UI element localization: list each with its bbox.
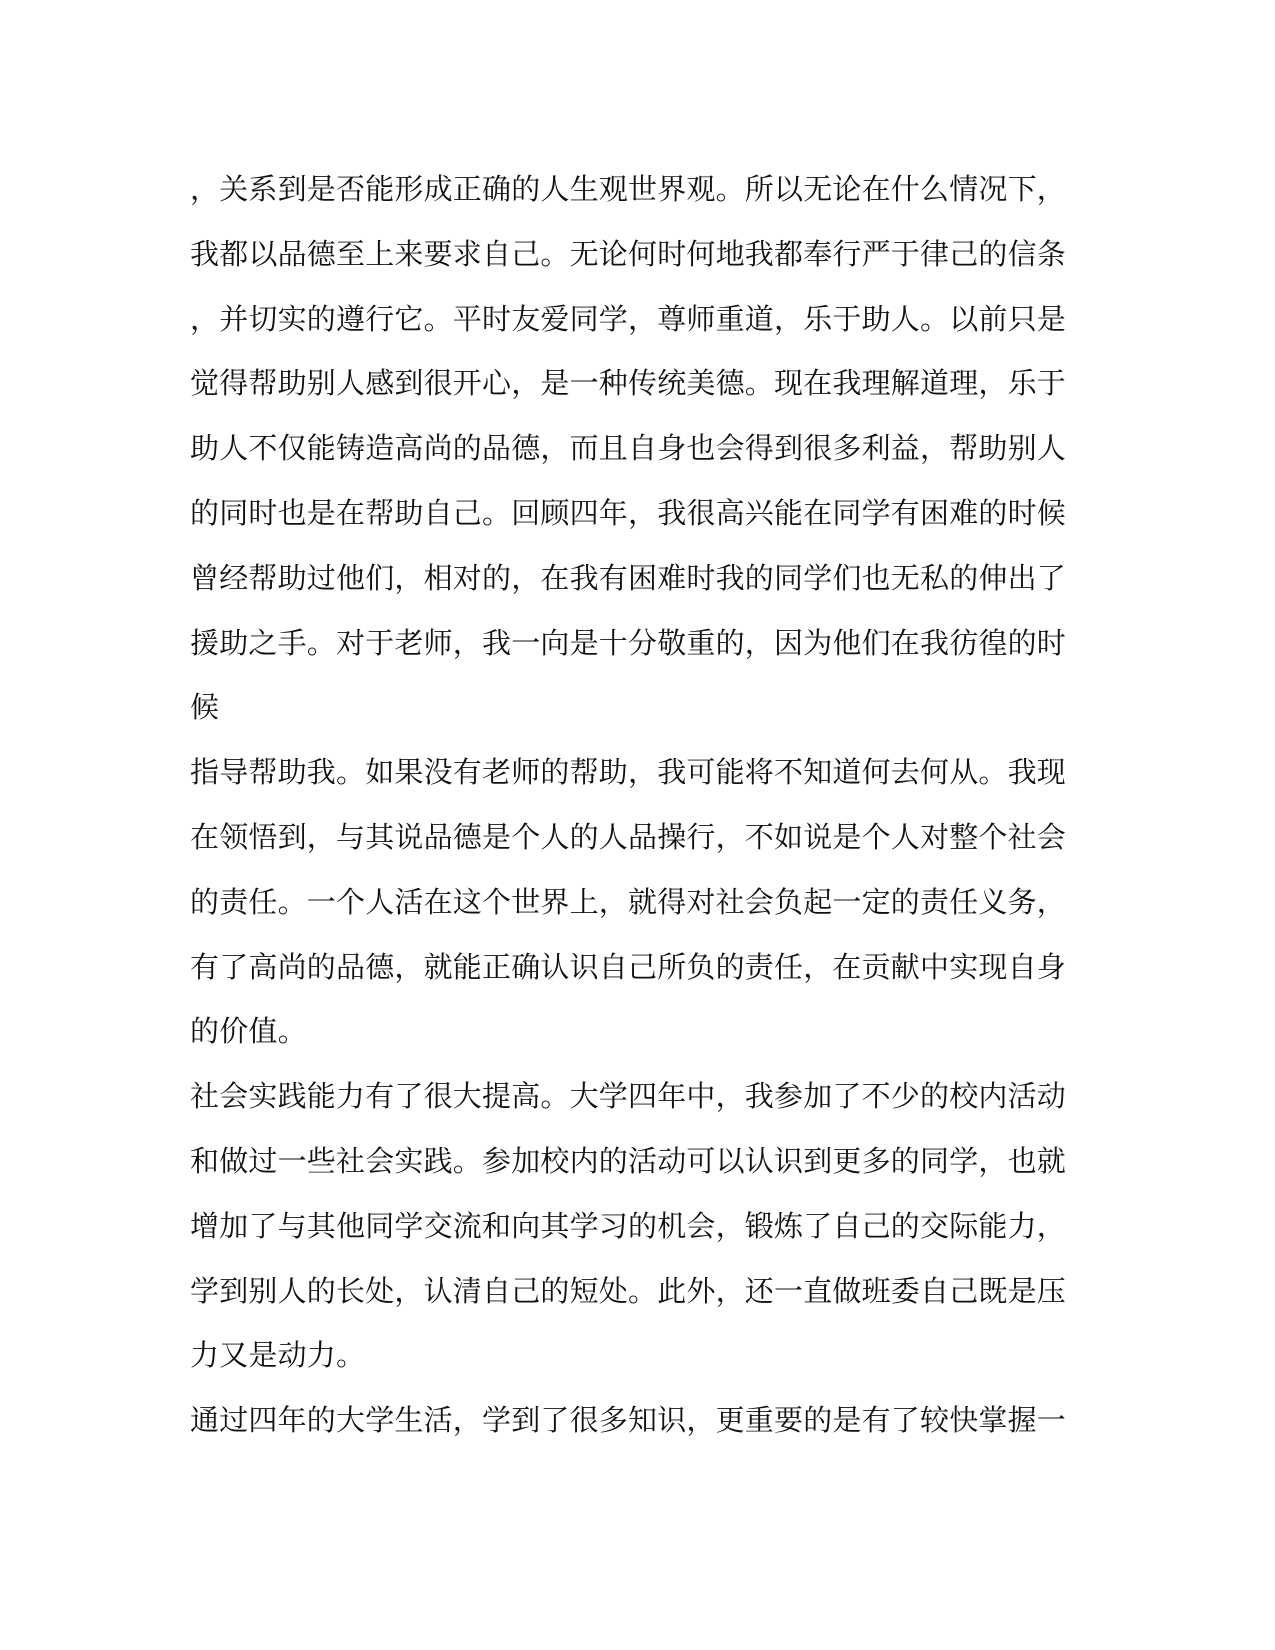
text-line: 的同时也是在帮助自己。回顾四年，我很高兴能在同学有困难的时候 (190, 495, 1067, 530)
text-line: 通过四年的大学生活，学到了很多知识，更重要的是有了较快掌握一 (190, 1403, 1067, 1438)
text-line: ，并切实的遵行它。平时友爱同学，尊师重道，乐于助人。以前只是 (190, 301, 1067, 336)
text-line: 助人不仅能铸造高尚的品德，而且自身也会得到很多利益，帮助别人 (190, 431, 1067, 466)
text-line: 学到别人的长处，认清自己的短处。此外，还一直做班委自己既是压 (190, 1273, 1067, 1308)
text-line: 曾经帮助过他们，相对的，在我有困难时我的同学们也无私的伸出了 (190, 560, 1067, 595)
text-line: 社会实践能力有了很大提高。大学四年中，我参加了不少的校内活动 (190, 1079, 1067, 1114)
text-line: 援助之手。对于老师，我一向是十分敬重的，因为他们在我彷徨的时 (190, 625, 1067, 660)
text-line: 在领悟到，与其说品德是个人的人品操行，不如说是个人对整个社会 (190, 819, 1067, 854)
text-line: ，关系到是否能形成正确的人生观世界观。所以无论在什么情况下， (190, 172, 1067, 206)
text-line: 指导帮助我。如果没有老师的帮助，我可能将不知道何去何从。我现 (190, 755, 1067, 790)
text-line: 和做过一些社会实践。参加校内的活动可以认识到更多的同学，也就 (190, 1143, 1067, 1178)
text-line: 力又是动力。 (190, 1338, 366, 1373)
text-line: 的责任。一个人活在这个世界上，就得对社会负起一定的责任义务， (190, 884, 1067, 919)
text-line: 候 (190, 690, 220, 725)
text-line: 觉得帮助别人感到很开心，是一种传统美德。现在我理解道理，乐于 (190, 366, 1067, 401)
text-line: 增加了与其他同学交流和向其学习的机会，锻炼了自己的交际能力， (190, 1208, 1067, 1243)
text-line: 我都以品德至上来要求自己。无论何时何地我都奉行严于律己的信条 (190, 236, 1067, 271)
document-body (190, 157, 1070, 1453)
text-line: 有了高尚的品德，就能正确认识自己所负的责任，在贡献中实现自身 (190, 949, 1067, 984)
text-line: 的价值。 (190, 1014, 307, 1049)
